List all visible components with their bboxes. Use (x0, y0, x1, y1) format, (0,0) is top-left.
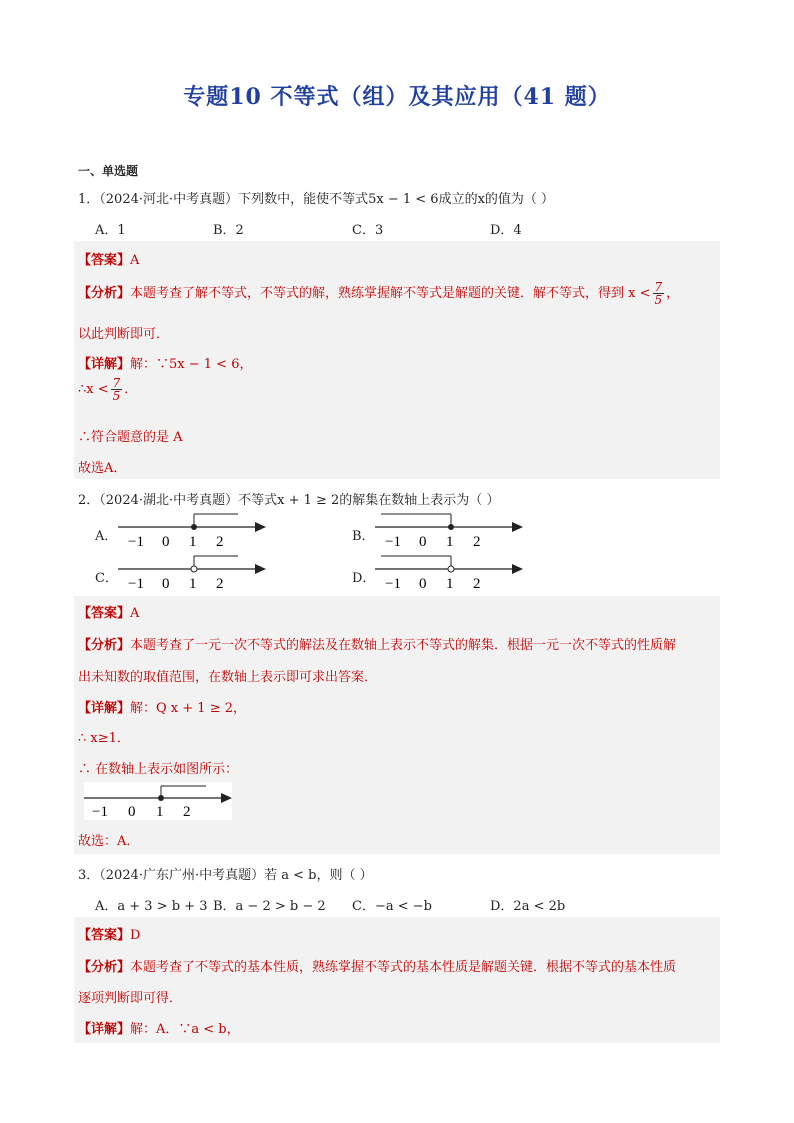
q3-analysis-1: 本题考查了不等式的基本性质，熟练掌握不等式的基本性质是解题关键．根据不等式的基本性质 (130, 960, 677, 975)
q1-solution-block: 【答案】A 【分析】本题考查了解不等式，不等式的解，熟练掌握解不等式是解题的关键．解不等式，得到 x < $\frac{7}{5}$ ， 以此判断即可． 【详解】解：∵5x − 1 < 6， ∴x < $\frac{7}{5}$ ． ∴符合题意的是 A 故选A． (74, 241, 720, 479)
tick-label: 1 (189, 576, 197, 592)
tick-label: 0 (128, 804, 136, 820)
q3-detail-tag: 【详解】 (78, 1022, 131, 1037)
q3-analysis-tag: 【分析】 (78, 960, 131, 975)
q3-answer-tag: 【答案】 (78, 928, 131, 943)
page-title: 专题10 不等式（组）及其应用（41 题） (183, 84, 611, 110)
tick-label: 1 (156, 804, 164, 820)
tick-label: 0 (162, 576, 170, 592)
q3-option-a: A．a + 3 > b + 3 (95, 899, 208, 914)
q1-detail-1: 解：∵5x − 1 < 6， (130, 357, 253, 372)
section-heading: 一、单选题 (78, 164, 139, 178)
q1-answer-tag: 【答案】 (78, 253, 131, 268)
q1-answer: A (130, 253, 140, 268)
q3-stem: 3．（2024·广东广州·中考真题）若 a < b，则（ ） (78, 868, 373, 883)
q2-detail-3: ∴ 在数轴上表示如图所示： (78, 762, 239, 777)
q2-detail-number-line (84, 782, 232, 820)
tick-label: 2 (473, 576, 481, 592)
tick-label: 0 (419, 534, 427, 550)
q3-option-c: C．−a < −b (352, 899, 432, 914)
tick-label: 0 (162, 534, 170, 550)
q2-number-line-c (118, 552, 268, 592)
tick-label: 2 (216, 576, 224, 592)
q1-analysis-2: 以此判断即可． (78, 327, 170, 342)
q1-detail-2: ∴x < $\frac{7}{5}$ ． (78, 376, 138, 403)
q1-option-d: D．4 (490, 223, 522, 238)
q2-solution-block (74, 596, 720, 854)
q3-solution-block (74, 917, 720, 1043)
q2-answer: A (130, 606, 140, 621)
q2-detail-2: ∴ x≥1． (78, 731, 130, 746)
tick-label: −1 (128, 576, 144, 592)
q2-answer-tag: 【答案】 (78, 606, 131, 621)
tick-label: −1 (385, 534, 401, 550)
tick-label: 1 (446, 576, 454, 592)
q2-label-c: C． (95, 571, 118, 586)
q2-number-line-b (375, 510, 525, 550)
q2-detail-4: 故选：A． (78, 834, 140, 849)
q2-analysis-2: 出未知数的取值范围，在数轴上表示即可求出答案． (78, 670, 378, 685)
tick-label: 2 (473, 534, 481, 550)
q2-label-b: B． (352, 529, 375, 544)
q2-number-line-a (118, 510, 268, 550)
q2-detail-1: 解：Q x + 1 ≥ 2， (130, 701, 246, 716)
q1-detail-4: 故选A． (78, 461, 127, 476)
tick-label: 1 (446, 534, 454, 550)
q2-analysis-1: 本题考查了一元一次不等式的解法及在数轴上表示不等式的解集．根据一元一次不等式的性质解 (130, 638, 677, 653)
q3-detail-1: 解：A．∵a < b， (130, 1022, 240, 1037)
q1-analysis-1: 本题考查了解不等式，不等式的解，熟练掌握解不等式是解题的关键．解不等式，得到 x < (130, 286, 651, 301)
tick-label: 0 (419, 576, 427, 592)
q1-analysis-tag: 【分析】 (78, 286, 131, 301)
tick-label: −1 (92, 804, 108, 820)
q3-option-b: B．a − 2 > b − 2 (213, 899, 326, 914)
q2-label-a: A． (95, 529, 118, 544)
tick-label: 1 (189, 534, 197, 550)
tick-label: −1 (128, 534, 144, 550)
q1-option-b: B．2 (213, 223, 244, 238)
q2-stem: 2．（2024·湖北·中考真题）不等式x + 1 ≥ 2的解集在数轴上表示为（ ） (78, 493, 500, 508)
q1-analysis-fraction: $\frac{7}{5}$ (654, 280, 663, 307)
q1-stem: 1．（2024·河北·中考真题）下列数中，能使不等式5x − 1 < 6成立的x的值为（ ） (78, 192, 555, 207)
q1-option-c: C．3 (352, 223, 384, 238)
q3-analysis-2: 逐项判断即可得． (78, 991, 183, 1006)
q3-option-d: D．2a < 2b (490, 899, 566, 914)
q2-number-line-d (375, 552, 525, 592)
q2-analysis-tag: 【分析】 (78, 638, 131, 653)
q3-answer: D (130, 928, 141, 943)
q2-label-d: D． (352, 571, 376, 586)
tick-label: −1 (385, 576, 401, 592)
q2-detail-tag: 【详解】 (78, 701, 131, 716)
q1-option-a: A．1 (95, 223, 126, 238)
q1-detail-3: ∴符合题意的是 A (78, 430, 183, 445)
q1-detail-tag: 【详解】 (78, 357, 131, 372)
tick-label: 2 (216, 534, 224, 550)
tick-label: 2 (183, 804, 191, 820)
